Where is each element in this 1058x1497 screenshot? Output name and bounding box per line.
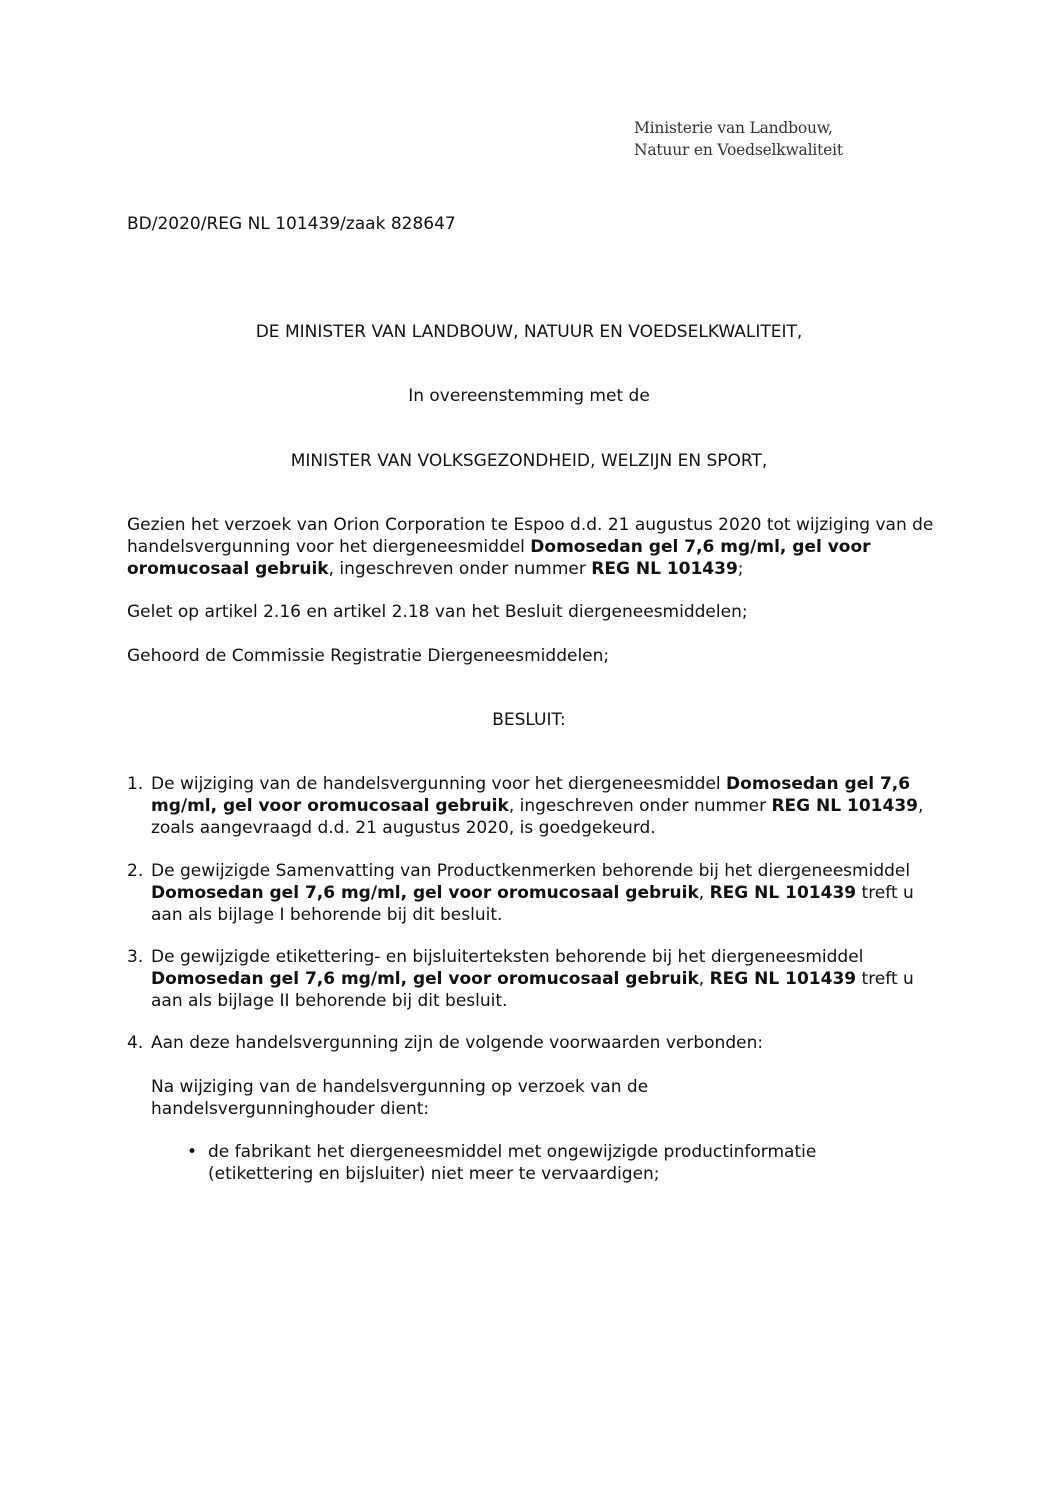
heading-minister-lnv: DE MINISTER VAN LANDBOUW, NATUUR EN VOEDSELKWALITEIT,: [255, 322, 803, 342]
besluit-heading: BESLUIT:: [492, 710, 566, 730]
gezien-text-3: ;: [737, 559, 744, 579]
heading-minister-vws: MINISTER VAN VOLKSGEZONDHEID, WELZIJN EN SPORT,: [290, 451, 768, 471]
conditions-intro: Na wijziging van de handelsvergunning op verzoek van de handelsvergunninghouder dient:: [151, 1077, 649, 1119]
ministry-letterhead: [634, 117, 843, 161]
item-number: 2.: [127, 861, 144, 881]
product-name: Domosedan gel 7,6 mg/ml, gel voor oromucosaal gebruik: [151, 774, 911, 816]
registration-number: REG NL 101439: [771, 796, 918, 816]
item-text: treft u aan als bijlage II behorende bij dit besluit.: [151, 969, 914, 1011]
item-text: De gewijzigde etikettering- en bijsluiterteksten behorende bij het diergeneesmiddel: [151, 947, 864, 967]
bullet-icon: •: [187, 1142, 198, 1162]
product-name: Domosedan gel 7,6 mg/ml, gel voor oromucosaal gebruik: [151, 883, 699, 903]
registration-number: REG NL 101439: [709, 969, 857, 989]
product-name: Domosedan gel 7,6 mg/ml, gel voor oromucosaal gebruik: [151, 969, 699, 989]
item-text: De wijziging van de handelsvergunning voor het diergeneesmiddel: [151, 774, 727, 794]
item-text: ,: [698, 883, 710, 903]
item-text: , ingeschreven onder nummer: [508, 796, 772, 816]
consideration-gehoord: Gehoord de Commissie Registratie Diergeneesmiddelen;: [127, 646, 610, 666]
item-number: 3.: [127, 947, 144, 967]
decision-item-1: [127, 773, 927, 839]
registration-number: REG NL 101439: [591, 559, 738, 579]
item-number: 4.: [127, 1033, 144, 1053]
reference-number: BD/2020/REG NL 101439/zaak 828647: [127, 214, 456, 234]
item-text: treft u aan als bijlage I behorende bij dit besluit.: [151, 883, 914, 925]
consideration-gelet: Gelet op artikel 2.16 en artikel 2.18 van het Besluit diergeneesmiddelen;: [127, 602, 748, 622]
product-name: Domosedan gel 7,6 mg/ml, gel voor oromucosaal gebruik: [127, 537, 871, 579]
letterhead-line-1: Ministerie van Landbouw,: [634, 119, 833, 137]
decision-item-4: [127, 1032, 927, 1054]
decision-item-3: [127, 946, 927, 1012]
condition-bullet-item: [187, 1141, 887, 1185]
decision-item-2: [127, 860, 927, 926]
item-text: Aan deze handelsvergunning zijn de volgende voorwaarden verbonden:: [151, 1033, 764, 1053]
bullet-text: de fabrikant het diergeneesmiddel met ongewijzigde productinformatie (etikettering en bijsluiter) niet meer te vervaardigen;: [208, 1142, 817, 1184]
item-text: , zoals aangevraagd d.d. 21 augustus 2020, is goedgekeurd.: [151, 796, 924, 838]
heading-agreement: In overeenstemming met de: [408, 386, 650, 406]
item-number: 1.: [127, 774, 144, 794]
gezien-text-2: , ingeschreven onder nummer: [328, 559, 592, 579]
letterhead-line-2: Natuur en Voedselkwaliteit: [634, 141, 843, 159]
consideration-gezien: [127, 514, 937, 580]
item-text: ,: [698, 969, 710, 989]
gezien-text-1: Gezien het verzoek van Orion Corporation te Espoo d.d. 21 augustus 2020 tot wijziging van de handelsvergunning voor het diergeneesmiddel: [127, 515, 934, 557]
registration-number: REG NL 101439: [709, 883, 857, 903]
item-text: De gewijzigde Samenvatting van Productkenmerken behorende bij het diergeneesmiddel: [151, 861, 911, 881]
